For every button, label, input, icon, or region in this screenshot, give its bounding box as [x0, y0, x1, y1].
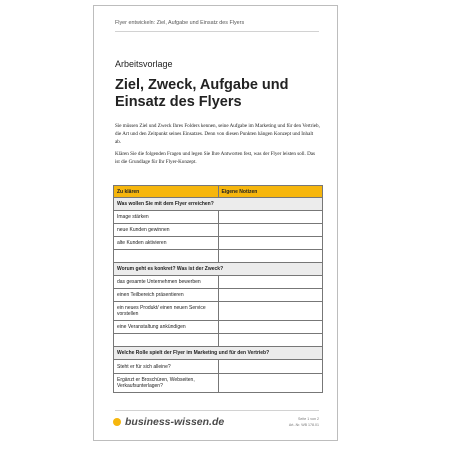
worksheet-table	[113, 185, 323, 393]
topic-cell: Ergänzt er Broschüren, Webseiten, Verkaufsunterlagen?	[114, 374, 219, 393]
topic-cell: ein neues Produkt/ einen neuen Service vorstellen	[114, 302, 219, 321]
topic-cell: eine Veranstaltung ankündigen	[114, 321, 219, 334]
topic-cell	[114, 250, 219, 263]
notes-cell[interactable]	[218, 360, 323, 374]
column-header-notes: Eigene Notizen	[218, 186, 323, 198]
intro-text	[115, 122, 320, 170]
article-number: Art.-Nr. WB 178.01	[288, 423, 319, 427]
section-heading: Was wollen Sie mit dem Flyer erreichen?	[114, 198, 323, 211]
table-row	[114, 374, 323, 393]
notes-cell[interactable]	[218, 237, 323, 250]
topic-cell: einen Teilbereich präsentieren	[114, 289, 219, 302]
page-title: Ziel, Zweck, Aufgabe und Einsatz des Flyers	[115, 77, 289, 110]
footer-divider	[115, 410, 319, 411]
notes-cell[interactable]	[218, 302, 323, 321]
section-heading: Welche Rolle spielt der Flyer im Marketing und für den Vertrieb?	[114, 347, 323, 360]
notes-cell[interactable]	[218, 224, 323, 237]
logo-text: business-wissen.de	[125, 416, 225, 428]
logo-dot-icon	[113, 418, 121, 426]
intro-paragraph-1: Sie müssen Ziel und Zweck Ihres Folders kennen, seine Aufgabe im Marketing und für den Vertrieb, die Art und den Zeitpunkt seines Einsatzes. Denn von diesen Punkten hängen Konzept und Inhalt ab.	[115, 123, 320, 145]
topic-cell: Steht er für sich alleine?	[114, 360, 219, 374]
table-row	[114, 360, 323, 374]
section-heading: Worum geht es konkret? Was ist der Zweck?	[114, 263, 323, 276]
notes-cell[interactable]	[218, 289, 323, 302]
notes-cell[interactable]	[218, 250, 323, 263]
table-row	[114, 321, 323, 334]
column-header-topic: Zu klären	[114, 186, 219, 198]
table-row	[114, 276, 323, 289]
notes-cell[interactable]	[218, 321, 323, 334]
topic-cell	[114, 334, 219, 347]
notes-cell[interactable]	[218, 374, 323, 393]
document-page	[93, 5, 338, 441]
notes-cell[interactable]	[218, 334, 323, 347]
notes-cell[interactable]	[218, 276, 323, 289]
intro-paragraph-2: Klären Sie die folgenden Fragen und legen Sie Ihre Antworten fest, was der Flyer leisten soll. Das ist die Grundlage für Ihr Flyer-Konzept.	[115, 151, 316, 165]
table-row	[114, 302, 323, 321]
footer-meta	[289, 416, 319, 428]
table-row	[114, 224, 323, 237]
running-header: Flyer entwickeln: Ziel, Aufgabe und Einsatz des Flyers	[115, 20, 245, 26]
kicker-label: Arbeitsvorlage	[115, 59, 173, 69]
page-number: Seite 1 von 2	[298, 417, 319, 421]
table-row	[114, 237, 323, 250]
brand-logo	[113, 416, 224, 428]
topic-cell: Image stärken	[114, 211, 219, 224]
topic-cell: neue Kunden gewinnen	[114, 224, 219, 237]
topic-cell: alte Kunden aktivieren	[114, 237, 219, 250]
header-divider	[115, 31, 319, 32]
table-row	[114, 250, 323, 263]
table-row	[114, 211, 323, 224]
table-row	[114, 289, 323, 302]
notes-cell[interactable]	[218, 211, 323, 224]
topic-cell: das gesamte Unternehmen bewerben	[114, 276, 219, 289]
table-row	[114, 334, 323, 347]
